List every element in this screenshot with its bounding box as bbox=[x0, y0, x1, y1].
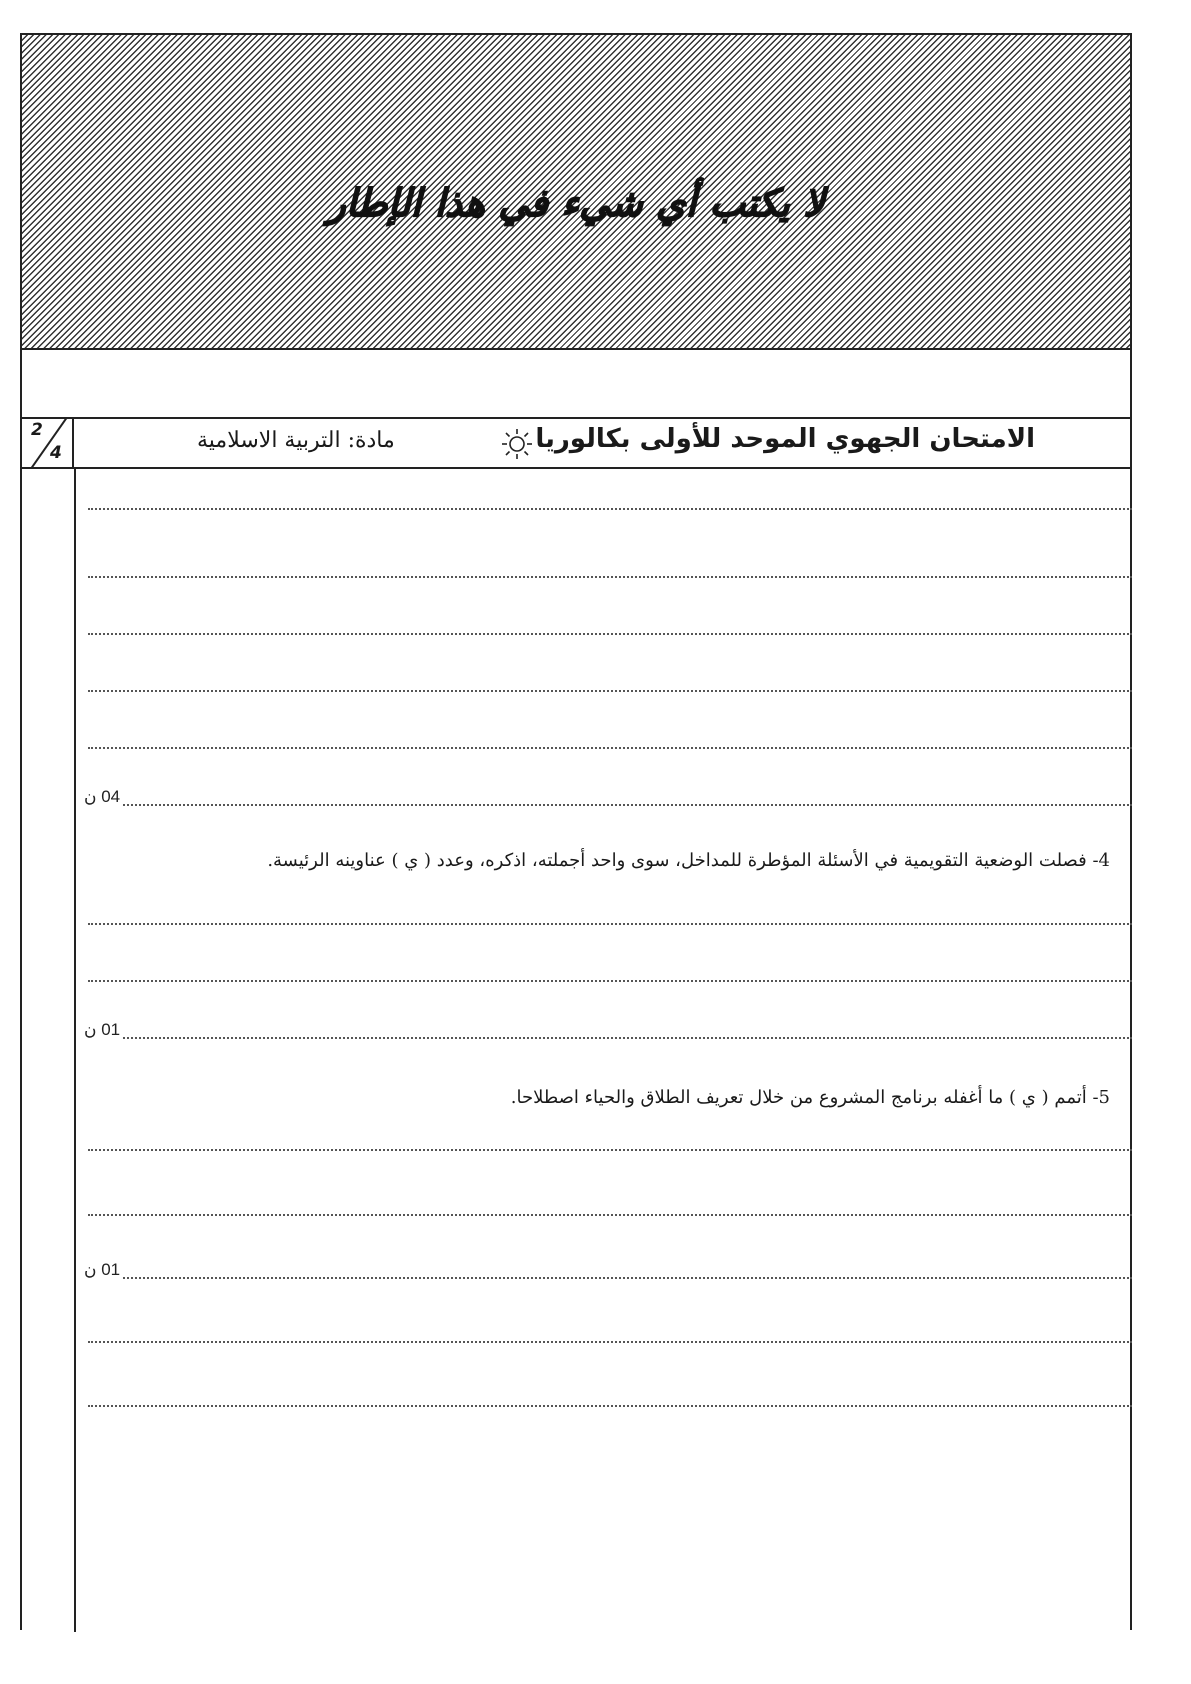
score-mark-q4: 01 ن bbox=[84, 1020, 121, 1039]
answer-line[interactable] bbox=[88, 1341, 1132, 1343]
question-4: 4- فصلت الوضعية التقويمية في الأسئلة المؤطرة للمداخل، سوى واحد أجملته، اذكره، وعدد ( ي ) عناوينه الرئيسة. bbox=[267, 850, 1110, 871]
answer-line[interactable] bbox=[88, 1277, 1132, 1279]
answer-line[interactable] bbox=[88, 804, 1132, 806]
exam-title: الامتحان الجهوي الموحد للأولى بكالوريا bbox=[535, 424, 1035, 454]
exam-page-frame bbox=[20, 33, 1132, 1630]
answer-line[interactable] bbox=[88, 1214, 1132, 1216]
do-not-write-text: لا يكتب أي شيء في هذا الإطار bbox=[327, 181, 825, 225]
answer-line[interactable] bbox=[88, 576, 1132, 578]
page-number: 2 bbox=[31, 420, 43, 440]
subject-label: مادة: التربية الاسلامية bbox=[197, 428, 395, 453]
answer-line[interactable] bbox=[88, 633, 1132, 635]
score-mark-q3: 04 ن bbox=[84, 787, 121, 806]
score-mark-q5: 01 ن bbox=[84, 1260, 121, 1279]
answer-line[interactable] bbox=[88, 980, 1132, 982]
question-5: 5- أتمم ( ي ) ما أغفله برنامج المشروع من خلال تعريف الطلاق والحياء اصطلاحا. bbox=[510, 1087, 1110, 1108]
answer-line[interactable] bbox=[88, 923, 1132, 925]
page-total: 4 bbox=[50, 443, 62, 463]
answer-line[interactable] bbox=[88, 508, 1132, 510]
answer-line[interactable] bbox=[88, 690, 1132, 692]
answer-area bbox=[22, 35, 1130, 1630]
answer-line[interactable] bbox=[88, 1037, 1132, 1039]
answer-line[interactable] bbox=[88, 747, 1132, 749]
answer-line[interactable] bbox=[88, 1149, 1132, 1151]
answer-line[interactable] bbox=[88, 1405, 1132, 1407]
